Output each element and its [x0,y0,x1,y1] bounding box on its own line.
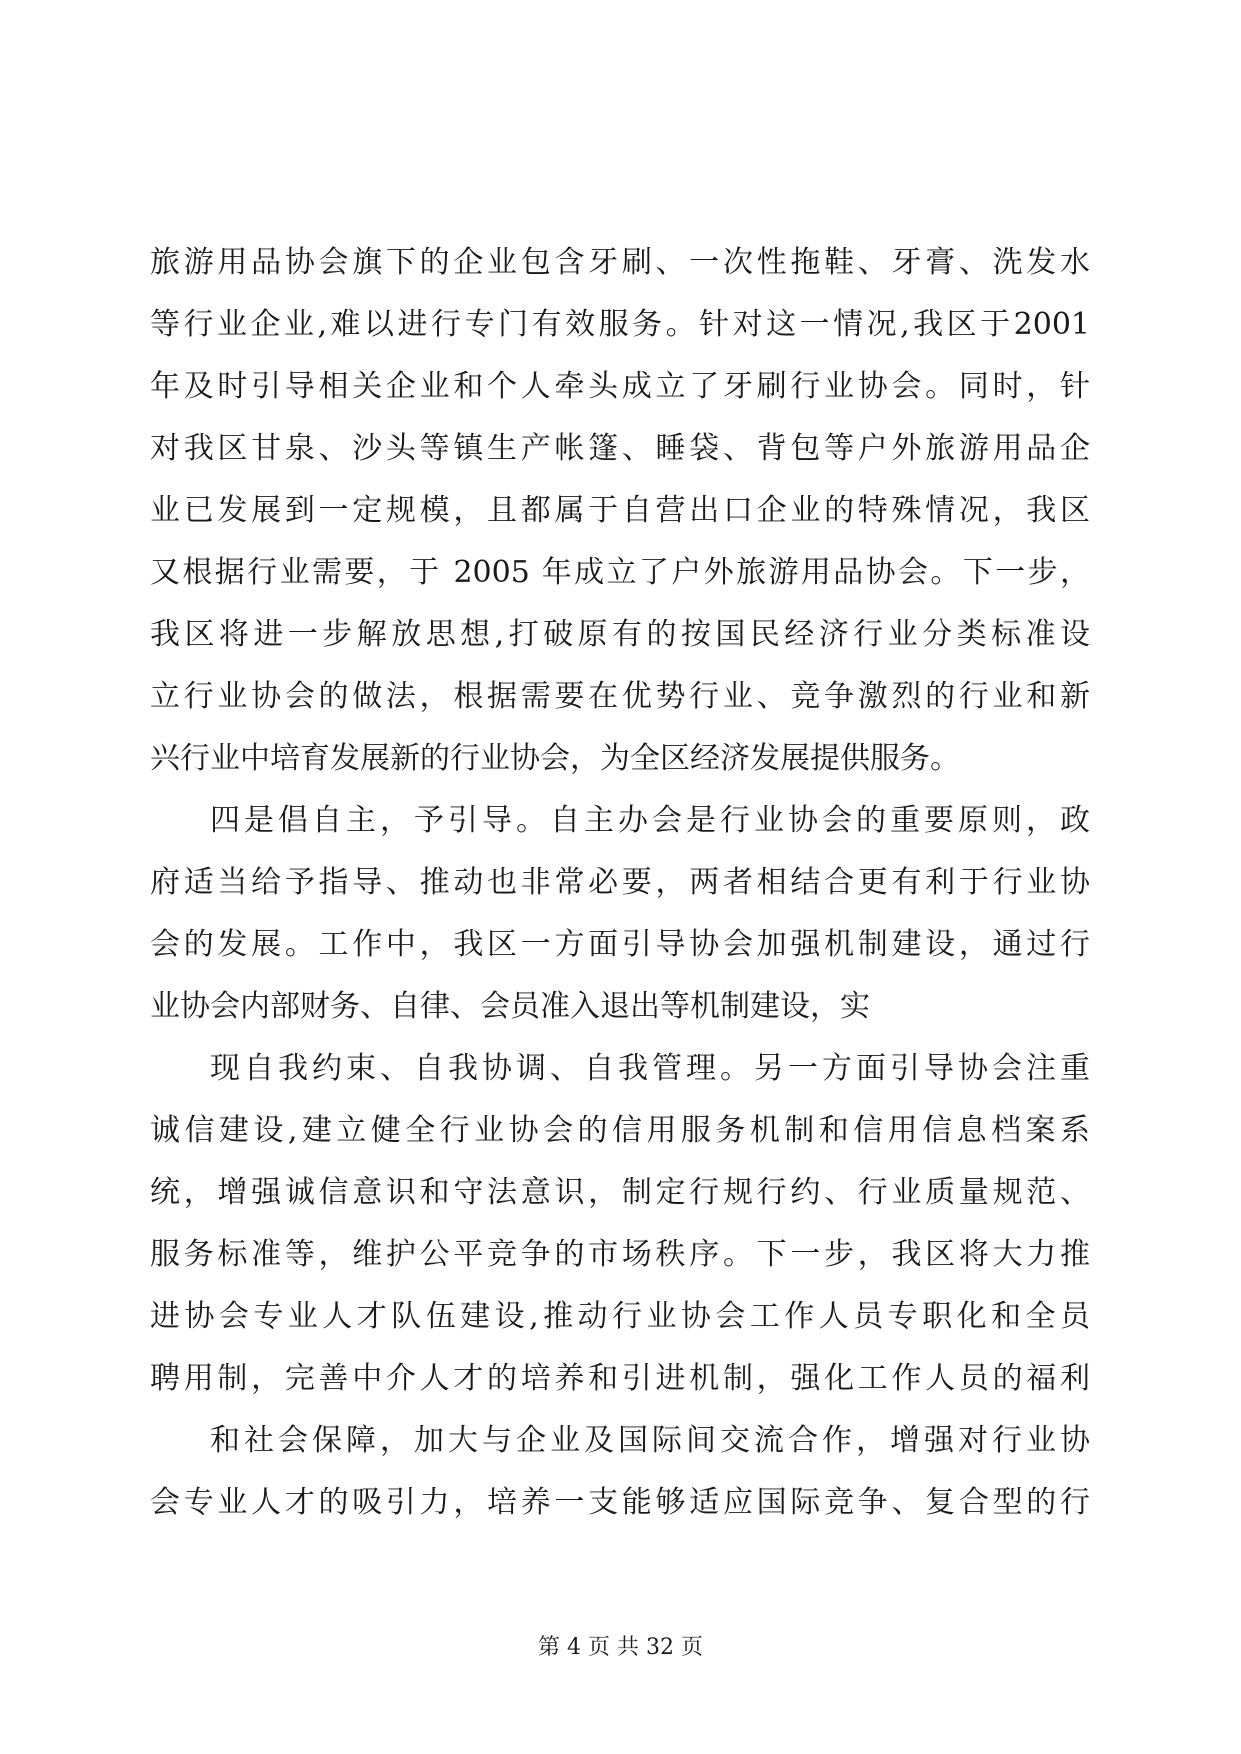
text-line: 等行业企业,难以进行专门有效服务。针对这一情况,我区于2001 [150,307,1090,342]
text-line: 年及时引导相关企业和个人牵头成立了牙刷行业协会。同时，针 [150,369,1090,404]
text-line: 服务标准等，维护公平竞争的市场秩序。下一步，我区将大力推 [150,1237,1090,1272]
text-line: 府适当给予指导、推动也非常必要，两者相结合更有利于行业协 [150,865,1090,900]
text-line: 兴行业中培育发展新的行业协会，为全区经济发展提供服务。 [150,741,960,776]
text-line: 业协会内部财务、自律、会员准入退出等机制建设，实 [150,989,870,1024]
text-line: 对我区甘泉、沙头等镇生产帐篷、睡袋、背包等户外旅游用品企 [150,431,1090,466]
paragraph-start-line: 四是倡自主，予引导。自主办会是行业协会的重要原则，政 [210,803,1090,838]
text-line: 旅游用品协会旗下的企业包含牙刷、一次性拖鞋、牙膏、洗发水 [150,245,1090,280]
text-line: 业已发展到一定规模，且都属于自营出口企业的特殊情况，我区 [150,493,1090,528]
text-line: 聘用制，完善中介人才的培养和引进机制，强化工作人员的福利 [150,1361,1090,1396]
text-line: 又根据行业需要，于 2005 年成立了户外旅游用品协会。下一步， [150,555,1090,590]
text-line: 立行业协会的做法，根据需要在优势行业、竞争激烈的行业和新 [150,679,1090,714]
text-line: 我区将进一步解放思想,打破原有的按国民经济行业分类标准设 [150,617,1090,652]
text-line: 进协会专业人才队伍建设,推动行业协会工作人员专职化和全员 [150,1299,1090,1334]
text-line: 会专业人才的吸引力，培养一支能够适应国际竞争、复合型的行 [150,1485,1090,1520]
text-line: 会的发展。工作中，我区一方面引导协会加强机制建设，通过行 [150,927,1090,962]
page-footer: 第 4 页 共 32 页 [538,1635,703,1660]
paragraph-start-line: 和社会保障，加大与企业及国际间交流合作，增强对行业协 [210,1423,1090,1458]
paragraph-start-line: 现自我约束、自我协调、自我管理。另一方面引导协会注重 [210,1051,1090,1086]
text-line: 诚信建设,建立健全行业协会的信用服务机制和信用信息档案系 [150,1113,1090,1148]
body-text [150,232,1090,1534]
text-line: 统，增强诚信意识和守法意识，制定行规行约、行业质量规范、 [150,1175,1090,1210]
